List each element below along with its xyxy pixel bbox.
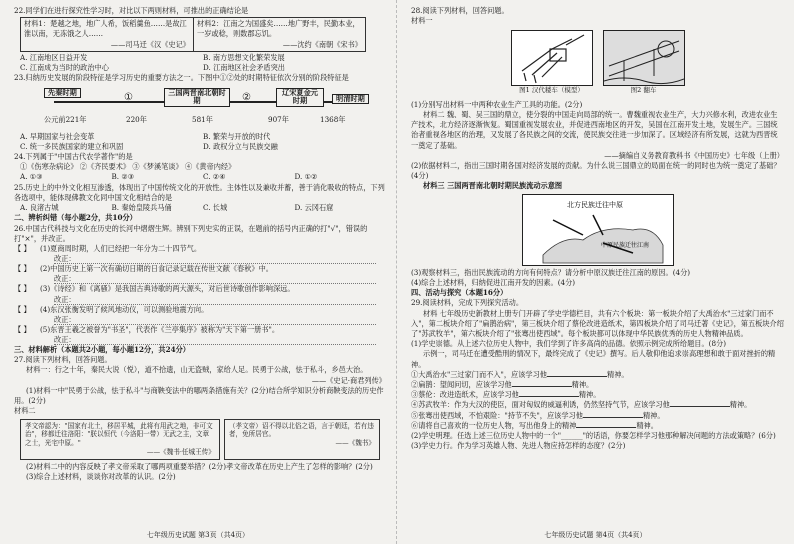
figure-row [411, 30, 784, 95]
page-footer: 七年级历史试题 第4页（共4页） [544, 531, 647, 540]
q27-sub-2: (2)材料二中的内容反映了孝文帝采取了哪两项重要举措？(2分)孝文帝改革在历史上产生了怎样的影响？(2分) [26, 462, 373, 472]
correction-line[interactable]: 改正： [54, 274, 376, 284]
q29-material: 材料 七年级历史新教材上册专门开辟了学史学德栏目，共有六个板块：第一板块介绍了大禹治水"三过家门而不入"，第二板块介绍了"扁鹊治病"，第三板块介绍了蔡伦改进造纸术，第四板块介绍了司马迁著《史记》，第五板块介绍了"苏武牧羊"，第六板块介绍了"张骞出使西域"。每个板块都可以体现中华民族优秀的历史人物精神品质。 [411, 308, 784, 338]
tf-item: 【 】 (3)《诗经》和《离骚》是我国古典诗歌的两大源头，对后世诗歌创作影响深远。 [14, 284, 295, 294]
options-22 [20, 53, 386, 73]
option: A. 江南地区日益开发 [20, 52, 88, 62]
fill-item: ②扁鹊：望闻问切，应该学习他 精神。 [411, 380, 594, 390]
fill-item: ①大禹治水"三过家门而不入"，应该学习他 精神。 [411, 369, 629, 379]
map-label-south: 中原民族迁往江南 [600, 241, 649, 249]
tf-item: 【 】 (1)夏商周时期，人们已经把一年分为二十四节气。 [14, 243, 202, 253]
q29-sub-1: (1)学史崇德。从上述六位历史人物中，我们学到了许多高尚的品德。依照示例完成所给题目。(8分) [411, 339, 727, 349]
answer-blank[interactable] [670, 406, 730, 407]
question-24: 24.下列属于"中国古代农学著作"的是 [14, 151, 133, 161]
section-4-heading: 四、活动与探究（本题16分） [411, 288, 508, 298]
q28-material-2: 材料二 魏、蜀、吴三国的鼎立，使分裂的中国走向局部的统一。曹魏重视农业生产，大力兴修水利，改进农业生产技术，北方经济逐渐恢复。蜀国重视发展农业，并促进西南地区的开发，吴国在江南开发土地，发展生产。三国统治者重视各地区的治理，又发展了各民族之间的交流，使民族交往进一步加深了。区域经济有所发展，这就为西晋统一奠定了基础。 [411, 109, 778, 150]
figure-caption: 图2 翻车 [630, 86, 657, 95]
water-wheel-image [603, 30, 685, 86]
page-footer: 七年级历史试题 第3页（共4页） [146, 531, 250, 540]
page-right [397, 0, 794, 544]
fill-item: ⑤张骞出使西域，不怕艰险："持节不失"，应该学习他 精神。 [411, 410, 665, 420]
q28-material-1-label: 材料一 [411, 16, 433, 26]
q27-material-2-label: 材料二 [14, 406, 36, 416]
correction-line[interactable]: 改正： [54, 295, 376, 305]
correction-line[interactable]: 改正： [54, 335, 376, 345]
option: D. ①② [294, 172, 318, 182]
material-2-source: ——沈约《南朝《宋书》 [282, 39, 362, 49]
q28-material-3: 材料三 三国两晋南北朝时期民族流动示意图 [423, 181, 563, 191]
q27-sub-1: (1)材料一中"民勇于公战，怯于私斗"与商鞅变法中的哪两条措施有关？(2分)结合所学知识分析商鞅变法的历史作用。(2分) [14, 385, 384, 406]
map-icon [523, 195, 673, 265]
q29-example: 示例一，司马迁在遭受酷刑的情况下，最终完成了《史记》撰写。后人敬仰他追求崇高理想和敢于面对挫折的精神。 [411, 349, 776, 369]
section-3-heading: 三、材料解析（本题共2小题，每小题12分，共24分） [14, 345, 190, 355]
seed-drill-icon [512, 31, 592, 85]
fill-item: ④苏武牧羊：作为大汉的使臣，面对匈奴的威逼利诱，仍然坚持气节，应该学习他 精神。 [411, 400, 752, 410]
q29-sub-3: (3)学史力行。作为学习英雄人物、先进人物应持怎样的态度？(2分) [411, 441, 626, 451]
timeline-year: 581年 [192, 114, 213, 124]
option: A. ①③ [20, 172, 43, 182]
timeline-year: 907年 [268, 114, 289, 124]
question-24-items: ①《伤寒杂病论》 ②《齐民要术》 ③《梦溪笔谈》 ④《黄帝内经》 [20, 162, 236, 172]
timeline [14, 86, 386, 130]
q28-sub-2: (2)依据材料二，指出三国时期各国对经济发展的贡献。为什么说三国鼎立的局面在统一的同时也为统一奠定了基础？(4分) [411, 160, 781, 181]
options-23 [20, 132, 386, 152]
answer-blank[interactable] [576, 427, 636, 428]
timeline-year: 220年 [126, 114, 147, 124]
tf-item: 【 】 (5)东晋王羲之被誉为"书圣"，代表作《兰亭集序》被称为"天下第一册书"。 [14, 324, 280, 334]
question-22: 22.同学们在进行探究性学习时，对比以下两则材料，可推出的正确结论是 [14, 6, 249, 15]
option: B. 繁荣与开放的时代 [203, 131, 271, 141]
timeline-period: ② [242, 91, 251, 103]
answer-blank[interactable] [547, 376, 607, 377]
migration-map [522, 194, 674, 266]
option: B. 南方思想文化繁荣发展 [203, 52, 285, 62]
option: C. 长城 [203, 203, 228, 213]
timeline-period: 三国两晋南北朝时期 [164, 88, 230, 107]
material-box-22 [20, 17, 366, 52]
option: A. 良渚古城 [20, 203, 59, 213]
option: D. 云冈石窟 [294, 203, 334, 213]
answer-blank[interactable] [512, 386, 572, 387]
q28-sub-1: (1)分别写出材料一中两种农业生产工具的功能。(2分) [411, 99, 583, 109]
tf-item: 【 】 (2)中国历史上第一次有确切日期的日食记录记载在传世文献《春秋》中。 [14, 264, 273, 274]
tf-item: 【 】 (4)东汉张衡发明了候风地动仪，可以测验地震方向。 [14, 304, 209, 314]
answer-blank[interactable] [583, 417, 643, 418]
material-1-source: ——司马迁《汉《史记》 [110, 39, 190, 49]
option: C. ②④ [203, 172, 226, 182]
question-28: 28.阅读下列材料，回答问题。 [411, 6, 509, 15]
q28-sub-3: (3)观察材料三，指出民族流动的方向有何特点？请分析中原汉族迁往江南的原因。(4分) [411, 267, 691, 277]
fill-list [411, 370, 784, 431]
q29-sub-2: (2)学史明理。任选上述三位历史人物中的一个"______"的话语，你要怎样学习他那种解决问题的方法或策略？(6分) [411, 431, 776, 441]
material-2: 材料2：江南之为国盛矣……地广野丰，民勤本业，一岁或稔，则数郡忘饥。 [197, 19, 360, 39]
section-2-heading: 二、辨析纠错（每小题2分，共10分） [14, 213, 137, 223]
timeline-period: 辽宋夏金元时期 [276, 88, 324, 107]
timeline-period: 明清时期 [332, 94, 369, 105]
question-27: 27.阅读下列材料，回答问题。 [14, 355, 112, 365]
option: D. 江南地区社会矛盾突出 [203, 63, 285, 73]
q28-material-2-source: ——摘编自义务教育教科书《中国历史》七年级（上册） [604, 150, 784, 160]
options-24 [20, 172, 386, 182]
timeline-year: 1368年 [320, 114, 346, 124]
fill-item: ⑥请将自己喜欢的一位历史人物，写出他身上的精神 精神。 [411, 420, 658, 430]
figure-caption: 图1 汉代耧车（模型） [519, 86, 584, 95]
seed-drill-image [511, 30, 593, 86]
question-29: 29.阅读材料，完成下列探究活动。 [411, 298, 524, 308]
correction-line[interactable]: 改正： [54, 315, 376, 325]
q27-sub-3: (3)综合上述材料，谈谈你对改革的认识。(2分) [26, 472, 176, 482]
timeline-period: 先秦时期 [44, 88, 81, 99]
options-25 [20, 203, 386, 213]
doc-box: 孝文帝認为："国家有北土，移居平城，此将有用武之地，非可文治"，移都迁往洛阳："朕以恒代（今洛阳一带）无武之主，文章之士，光宅中原。" ——《魏书·任城王传》 [20, 419, 220, 461]
question-23: 23.归纳历史发展的阶段特征是学习历史的重要方法之一。下图中①②处的时期特征依次分别的阶段特征是 [14, 73, 349, 83]
material-1: 材料1：楚越之地，地广人希，饭稻羹鱼……是故江淮以南，无冻饿之人…… [24, 19, 187, 39]
true-false-list [14, 244, 386, 345]
q27-material-1-source: ——《史记·商君列传》 [311, 375, 386, 385]
timeline-period: ① [124, 91, 133, 103]
option: A. 早期国家与社会变革 [20, 131, 95, 141]
fill-item: ③蔡伦：改进造纸术，应该学习他 精神。 [411, 390, 601, 400]
timeline-year: 公元前221年 [44, 114, 87, 124]
q27-material-2 [20, 419, 380, 461]
option: D. 政权分立与民族交融 [203, 141, 278, 151]
option: B. 秦始皇陵兵马俑 [111, 203, 172, 213]
option: C. 统一多民族国家的建立和巩固 [20, 141, 124, 151]
answer-blank[interactable] [519, 396, 579, 397]
option: B. ②③ [111, 172, 135, 182]
map-label-north: 北方民族迁往中原 [566, 200, 623, 209]
q28-sub-4: (4)综合上述材料，归纳促进江南开发的因素。(4分) [411, 277, 576, 287]
water-wheel-icon [604, 31, 684, 85]
q27-material-1: 材料一：行之十年，秦民大说（悦），道不拾遗，山无盗贼，家给人足。民勇于公战，怯于私斗，乡邑大治。 [26, 365, 368, 375]
option: C. 江南成为当时的政治中心 [20, 63, 109, 73]
doc-box: （孝文帝）诏不得以北俗之语，言于朝廷，若有违者，免所居官。 ——《魏书》 [224, 419, 380, 461]
correction-line[interactable]: 改正： [54, 254, 376, 264]
question-26: 26.中国古代科技与文化在历史的长河中熠熠生辉。辨别下列史实的正误，在题前的括号内正确的打"√"，错误的打"×"，并改正。 [14, 223, 368, 243]
question-25: 25.历史上的中外文化相互渗透，体现出了中国传统文化的开放性。主体性以及兼收并蓄，善于消化吸收的特点，下列各选项中，能体现佛教文化同中国文化相结合的是 [14, 182, 385, 202]
